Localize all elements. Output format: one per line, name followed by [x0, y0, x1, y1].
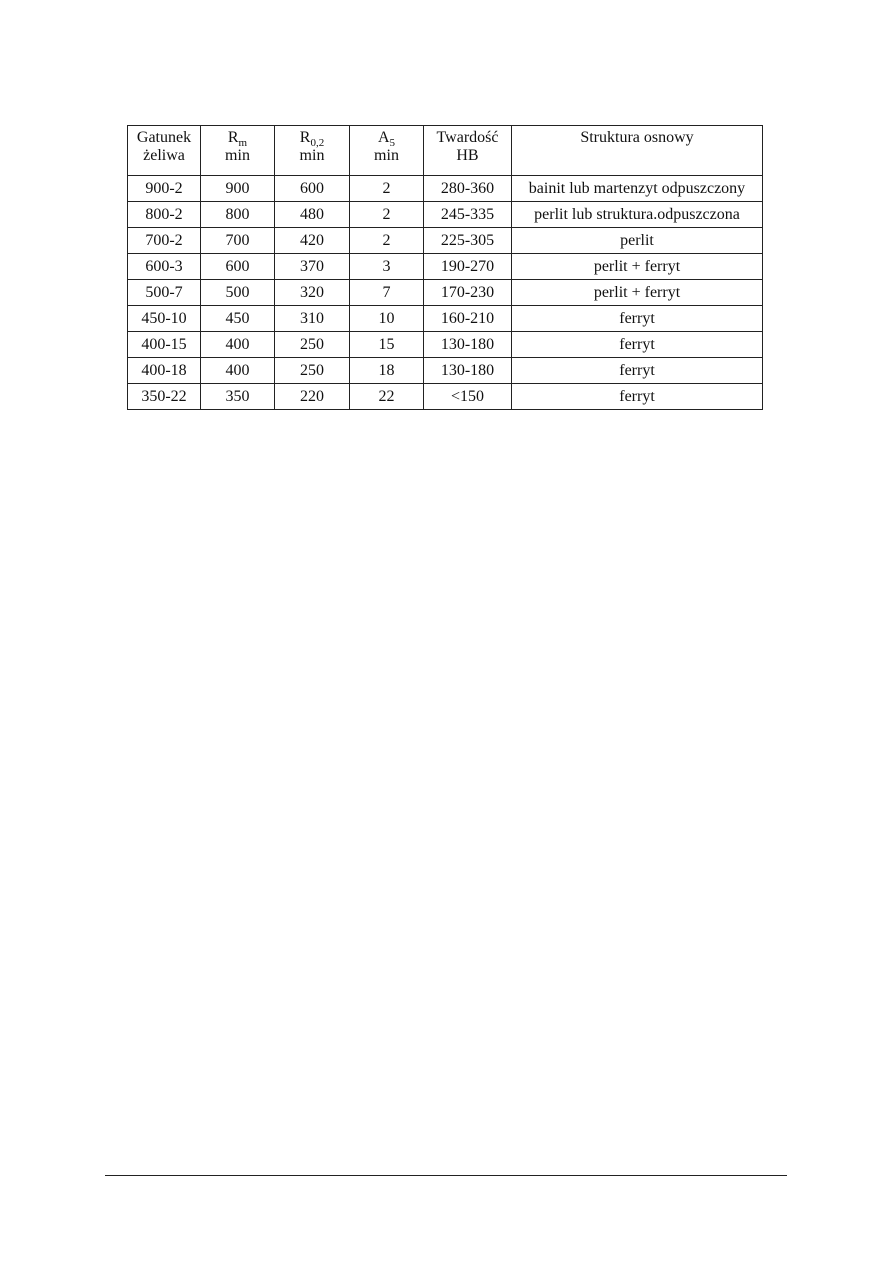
cell-hardness: 130-180: [424, 358, 512, 384]
cell-r02: 370: [275, 254, 350, 280]
header-r02-line1: [275, 129, 349, 150]
cell-grade: 600-3: [128, 254, 201, 280]
header-a5: [350, 126, 424, 176]
cell-r02: 600: [275, 176, 350, 202]
cell-structure: perlit lub struktura.odpuszczona: [512, 202, 763, 228]
cell-grade: 500-7: [128, 280, 201, 306]
cell-hardness: 130-180: [424, 332, 512, 358]
cell-a5: 22: [350, 384, 424, 410]
header-rm-symbol: R: [227, 129, 239, 146]
cell-grade: 800-2: [128, 202, 201, 228]
cast-iron-properties-table: [127, 125, 763, 410]
cell-structure: bainit lub martenzyt odpuszczony: [512, 176, 763, 202]
cell-rm: 450: [201, 306, 275, 332]
cell-r02: 310: [275, 306, 350, 332]
header-rm: [201, 126, 275, 176]
header-a5-symbol: A: [377, 129, 390, 146]
cell-structure: ferryt: [512, 332, 763, 358]
header-r02-line2: min: [299, 147, 325, 164]
cell-r02: 220: [275, 384, 350, 410]
cell-hardness: 225-305: [424, 228, 512, 254]
header-hardness-line2: HB: [456, 147, 479, 164]
cell-rm: 500: [201, 280, 275, 306]
header-hardness: [424, 126, 512, 176]
cell-rm: 900: [201, 176, 275, 202]
cell-structure: ferryt: [512, 358, 763, 384]
header-a5-line1: [350, 129, 423, 150]
table-row: [128, 176, 763, 202]
cell-r02: 480: [275, 202, 350, 228]
table-row: [128, 280, 763, 306]
cell-a5: 2: [350, 202, 424, 228]
cell-grade: 450-10: [128, 306, 201, 332]
cell-hardness: <150: [424, 384, 512, 410]
table-header-row: [128, 126, 763, 176]
cell-structure: perlit + ferryt: [512, 254, 763, 280]
cell-a5: 7: [350, 280, 424, 306]
cell-rm: 600: [201, 254, 275, 280]
header-rm-line1: [201, 129, 274, 150]
cell-r02: 250: [275, 332, 350, 358]
header-r02: [275, 126, 350, 176]
header-rm-line2: min: [225, 147, 250, 164]
header-grade-line1: Gatunek: [136, 129, 192, 146]
cell-rm: 700: [201, 228, 275, 254]
cell-a5: 18: [350, 358, 424, 384]
table-row: [128, 306, 763, 332]
table-row: [128, 358, 763, 384]
header-structure-line1: Struktura osnowy: [580, 129, 694, 146]
cell-grade: 350-22: [128, 384, 201, 410]
footer-divider: [105, 1175, 787, 1176]
cell-a5: 10: [350, 306, 424, 332]
cell-rm: 800: [201, 202, 275, 228]
cell-r02: 250: [275, 358, 350, 384]
cell-hardness: 170-230: [424, 280, 512, 306]
table-row: [128, 202, 763, 228]
cell-hardness: 190-270: [424, 254, 512, 280]
header-a5-subscript: 5: [389, 137, 396, 150]
header-hardness-line1: Twardość: [436, 129, 499, 146]
cell-a5: 3: [350, 254, 424, 280]
cell-a5: 15: [350, 332, 424, 358]
cell-r02: 320: [275, 280, 350, 306]
cell-rm: 350: [201, 384, 275, 410]
table-row: [128, 228, 763, 254]
cell-structure: perlit: [512, 228, 763, 254]
cell-structure: ferryt: [512, 384, 763, 410]
header-structure: [512, 126, 763, 176]
cell-a5: 2: [350, 228, 424, 254]
header-grade-line2: żeliwa: [143, 147, 185, 164]
cell-rm: 400: [201, 358, 275, 384]
cell-hardness: 160-210: [424, 306, 512, 332]
table-row: [128, 254, 763, 280]
cell-a5: 2: [350, 176, 424, 202]
cell-grade: 700-2: [128, 228, 201, 254]
table-row: [128, 384, 763, 410]
cell-structure: perlit + ferryt: [512, 280, 763, 306]
header-r02-symbol: R: [299, 129, 311, 146]
cell-hardness: 280-360: [424, 176, 512, 202]
table-row: [128, 332, 763, 358]
cell-r02: 420: [275, 228, 350, 254]
cell-structure: ferryt: [512, 306, 763, 332]
header-rm-subscript: m: [238, 137, 248, 150]
header-r02-subscript: 0,2: [310, 137, 325, 150]
header-a5-line2: min: [374, 147, 399, 164]
cell-grade: 400-18: [128, 358, 201, 384]
cell-hardness: 245-335: [424, 202, 512, 228]
cell-rm: 400: [201, 332, 275, 358]
cell-grade: 900-2: [128, 176, 201, 202]
cell-grade: 400-15: [128, 332, 201, 358]
header-grade: [128, 126, 201, 176]
